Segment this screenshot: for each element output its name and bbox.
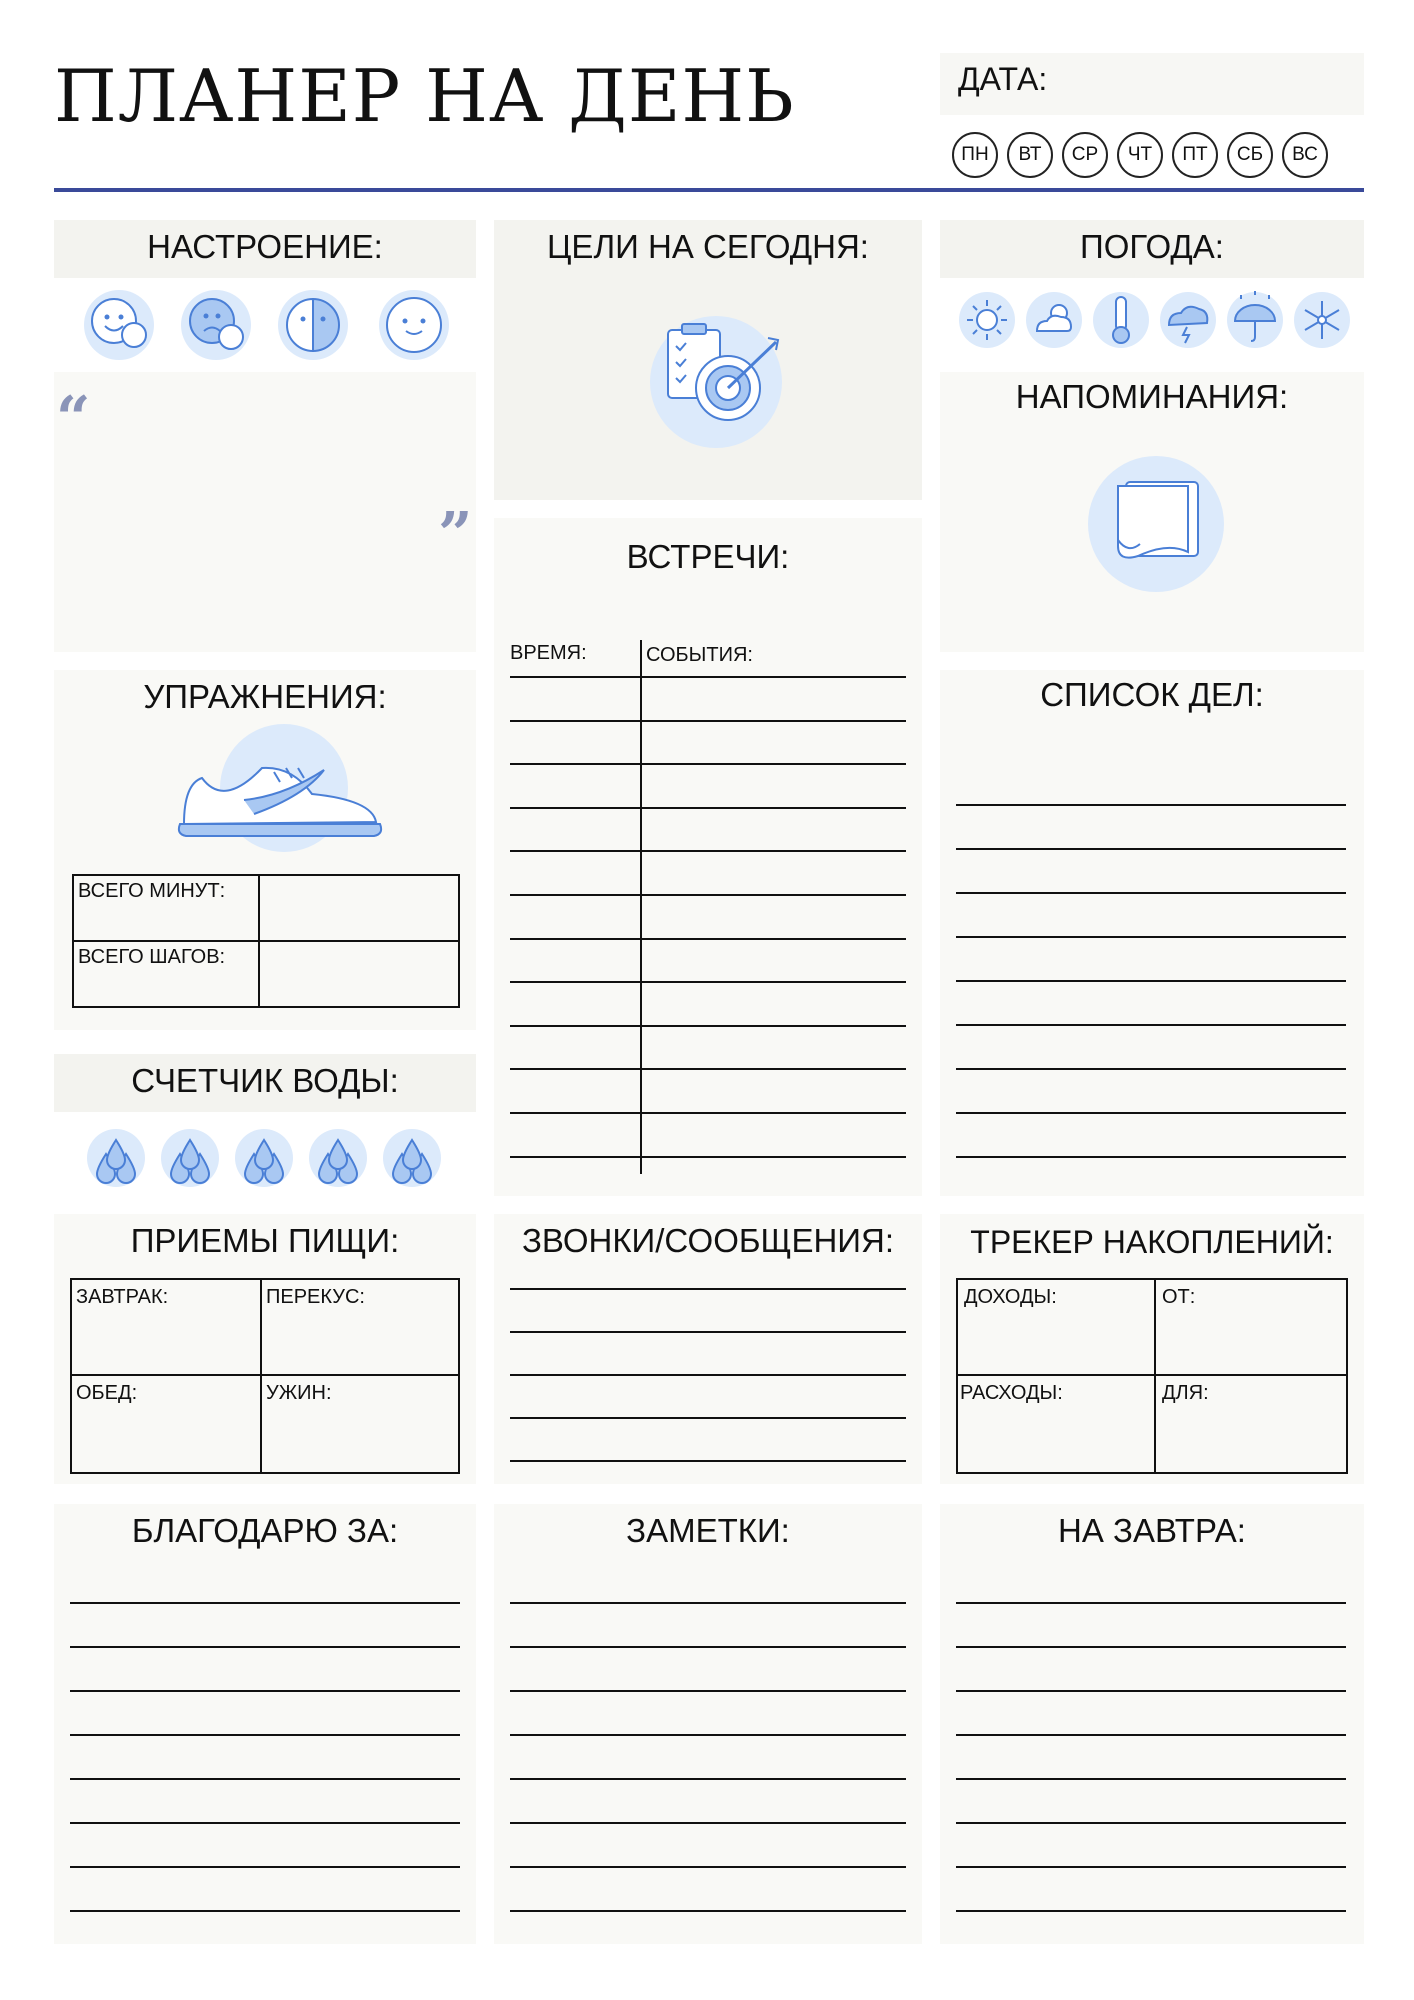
happy-face-icon[interactable]	[84, 290, 154, 360]
writing-line[interactable]	[956, 1024, 1346, 1026]
tomorrow-title: НА ЗАВТРА:	[1058, 1512, 1246, 1549]
writing-line[interactable]	[510, 1288, 906, 1290]
water-section	[54, 1054, 476, 1112]
weather-section	[940, 220, 1364, 278]
meals-section	[54, 1214, 476, 1484]
writing-line[interactable]	[956, 936, 1346, 938]
mood-section	[54, 220, 476, 278]
writing-line[interactable]	[510, 1822, 906, 1824]
weekday-selector	[952, 132, 1328, 178]
target-checklist-icon	[650, 312, 790, 452]
total-minutes-label: ВСЕГО МИНУТ:	[78, 880, 226, 902]
savings-row-divider	[956, 1374, 1348, 1376]
todo-section[interactable]	[940, 670, 1364, 1196]
water-drop-icon[interactable]	[235, 1129, 293, 1187]
writing-line[interactable]	[70, 1734, 460, 1736]
mixed-face-icon[interactable]	[278, 290, 348, 360]
water-drop-icon[interactable]	[309, 1129, 367, 1187]
meals-col-divider	[260, 1278, 262, 1474]
writing-line[interactable]	[510, 1602, 906, 1604]
writing-line[interactable]	[956, 1822, 1346, 1824]
notes-section[interactable]	[494, 1504, 922, 1944]
writing-line[interactable]	[70, 1778, 460, 1780]
calls-section[interactable]	[494, 1214, 922, 1484]
writing-line[interactable]	[510, 1156, 906, 1158]
writing-line[interactable]	[70, 1910, 460, 1912]
writing-line[interactable]	[510, 894, 906, 896]
writing-line[interactable]	[510, 1910, 906, 1912]
exercise-title: УПРАЖНЕНИЯ:	[143, 678, 387, 715]
grateful-title: БЛАГОДАРЮ ЗА:	[131, 1512, 399, 1549]
calls-title: ЗВОНКИ/СООБЩЕНИЯ:	[521, 1222, 895, 1259]
savings-col-divider	[1154, 1278, 1156, 1474]
writing-line[interactable]	[70, 1646, 460, 1648]
breakfast-label[interactable]: ЗАВТРАК:	[76, 1286, 169, 1308]
writing-line[interactable]	[510, 1374, 906, 1376]
todo-title: СПИСОК ДЕЛ:	[1040, 676, 1264, 713]
writing-line[interactable]	[956, 1646, 1346, 1648]
water-drop-icon[interactable]	[87, 1129, 145, 1187]
partly-cloudy-icon[interactable]	[1026, 292, 1082, 348]
weather-icons	[955, 285, 1355, 355]
writing-line[interactable]	[510, 1690, 906, 1692]
sad-face-icon[interactable]	[181, 290, 251, 360]
calm-face-icon[interactable]	[379, 290, 449, 360]
mood-icons	[54, 285, 476, 365]
expenses-label[interactable]: РАСХОДЫ:	[960, 1382, 1063, 1404]
header-divider	[54, 188, 1364, 192]
writing-line[interactable]	[510, 1112, 906, 1114]
exercise-section	[54, 670, 476, 1030]
mood-title: НАСТРОЕНИЕ:	[147, 228, 383, 265]
storm-icon[interactable]	[1160, 292, 1216, 348]
writing-line[interactable]	[70, 1602, 460, 1604]
events-column-header: СОБЫТИЯ:	[646, 644, 753, 666]
writing-line[interactable]	[510, 720, 906, 722]
day-tue[interactable]: ВТ	[1007, 132, 1053, 178]
writing-line[interactable]	[510, 1646, 906, 1648]
snack-label[interactable]: ПЕРЕКУС:	[266, 1286, 365, 1308]
goals-title: ЦЕЛИ НА СЕГОДНЯ:	[547, 228, 869, 265]
writing-line[interactable]	[510, 1068, 906, 1070]
writing-line[interactable]	[956, 980, 1346, 982]
sneaker-icon	[174, 724, 394, 854]
total-steps-label: ВСЕГО ШАГОВ:	[78, 946, 226, 968]
page-title: ПЛАНЕР НА ДЕНЬ	[54, 54, 795, 138]
writing-line[interactable]	[510, 807, 906, 809]
writing-line[interactable]	[956, 1910, 1346, 1912]
tomorrow-section[interactable]	[940, 1504, 1364, 1944]
sticky-note-icon	[1088, 456, 1228, 596]
snow-icon[interactable]	[1294, 292, 1350, 348]
writing-line[interactable]	[510, 1460, 906, 1462]
writing-line[interactable]	[956, 1778, 1346, 1780]
writing-line[interactable]	[510, 1025, 906, 1027]
income-label[interactable]: ДОХОДЫ:	[964, 1286, 1057, 1308]
writing-line[interactable]	[70, 1690, 460, 1692]
total-minutes-input[interactable]	[260, 876, 458, 938]
savings-title: ТРЕКЕР НАКОПЛЕНИЙ:	[970, 1224, 1334, 1260]
weather-title: ПОГОДА:	[1080, 228, 1224, 265]
writing-line[interactable]	[956, 1690, 1346, 1692]
reminders-title: НАПОМИНАНИЯ:	[1015, 378, 1289, 415]
writing-line[interactable]	[70, 1866, 460, 1868]
writing-line[interactable]	[510, 1734, 906, 1736]
writing-line[interactable]	[510, 1778, 906, 1780]
writing-line[interactable]	[956, 848, 1346, 850]
meals-title: ПРИЕМЫ ПИЩИ:	[130, 1222, 400, 1259]
reminders-section[interactable]	[940, 372, 1364, 652]
writing-line[interactable]	[956, 804, 1346, 806]
quote-close-icon: ”	[438, 500, 473, 570]
day-sat[interactable]: СБ	[1227, 132, 1273, 178]
thermometer-icon[interactable]	[1093, 292, 1149, 348]
savings-section	[940, 1214, 1364, 1484]
sun-icon[interactable]	[959, 292, 1015, 348]
water-drop-icon[interactable]	[161, 1129, 219, 1187]
quote-box[interactable]	[54, 372, 476, 652]
from-label[interactable]: ОТ:	[1162, 1286, 1196, 1308]
writing-line[interactable]	[956, 1156, 1346, 1158]
date-label: ДАТА:	[958, 61, 1048, 97]
day-thu[interactable]: ЧТ	[1117, 132, 1163, 178]
goals-section[interactable]	[494, 220, 922, 500]
water-title: СЧЕТЧИК ВОДЫ:	[131, 1062, 399, 1099]
meetings-title: ВСТРЕЧИ:	[626, 538, 790, 575]
writing-line[interactable]	[510, 981, 906, 983]
grateful-section[interactable]	[54, 1504, 476, 1944]
day-mon[interactable]: ПН	[952, 132, 998, 178]
writing-line[interactable]	[956, 1068, 1346, 1070]
writing-line[interactable]	[956, 892, 1346, 894]
writing-line[interactable]	[510, 763, 906, 765]
writing-line[interactable]	[510, 1331, 906, 1333]
water-drops	[86, 1126, 456, 1190]
for-label[interactable]: ДЛЯ:	[1162, 1382, 1209, 1404]
total-steps-input[interactable]	[260, 942, 458, 1006]
writing-line[interactable]	[510, 676, 906, 678]
quote-open-icon: “	[56, 384, 91, 454]
dinner-label[interactable]: УЖИН:	[266, 1382, 332, 1404]
meetings-section[interactable]	[494, 518, 922, 1196]
writing-line[interactable]	[510, 850, 906, 852]
meals-row-divider	[70, 1374, 460, 1376]
writing-line[interactable]	[510, 1417, 906, 1419]
writing-line[interactable]	[956, 1734, 1346, 1736]
day-sun[interactable]: ВС	[1282, 132, 1328, 178]
day-wed[interactable]: СР	[1062, 132, 1108, 178]
notes-title: ЗАМЕТКИ:	[626, 1512, 790, 1549]
writing-line[interactable]	[510, 1866, 906, 1868]
writing-line[interactable]	[956, 1112, 1346, 1114]
date-field[interactable]	[940, 53, 1364, 115]
writing-line[interactable]	[510, 938, 906, 940]
writing-line[interactable]	[956, 1866, 1346, 1868]
time-column-header: ВРЕМЯ:	[510, 642, 587, 664]
rain-umbrella-icon[interactable]	[1227, 291, 1283, 348]
lunch-label[interactable]: ОБЕД:	[76, 1382, 138, 1404]
writing-line[interactable]	[956, 1602, 1346, 1604]
writing-line[interactable]	[70, 1822, 460, 1824]
water-drop-icon[interactable]	[383, 1129, 441, 1187]
day-fri[interactable]: ПТ	[1172, 132, 1218, 178]
